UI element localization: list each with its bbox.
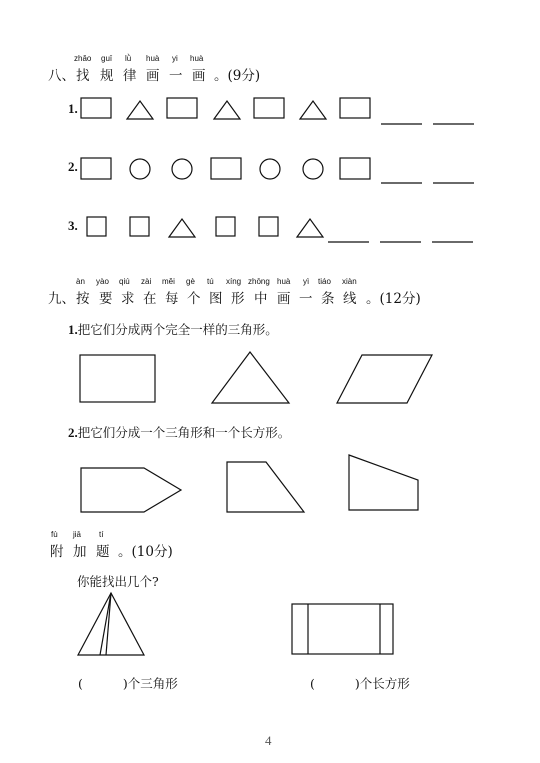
trapezoid-shape bbox=[227, 462, 304, 512]
answer-label: )个三角形 bbox=[122, 676, 178, 691]
hanzi: 画 bbox=[277, 291, 291, 307]
q2-shapes bbox=[81, 455, 418, 512]
hanzi: 规 bbox=[100, 68, 114, 84]
triangle-shape bbox=[297, 219, 323, 237]
q1-shapes bbox=[80, 352, 432, 403]
triangle-shape bbox=[127, 101, 153, 119]
open-paren: ( bbox=[310, 676, 315, 691]
triangle-shape bbox=[214, 101, 240, 119]
bonus-rectangle-figure bbox=[292, 604, 393, 654]
pinyin: zhōng bbox=[248, 277, 270, 286]
circle-shape bbox=[260, 159, 280, 179]
page-number: 4 bbox=[265, 733, 272, 748]
hanzi: 附 bbox=[50, 544, 64, 560]
section-8-marker: 八、 bbox=[48, 68, 75, 84]
rectangle-shape bbox=[167, 98, 197, 118]
circle-shape bbox=[303, 159, 323, 179]
question-text: 把它们分成一个三角形和一个长方形。 bbox=[77, 425, 291, 440]
hanzi: 要 bbox=[99, 291, 113, 307]
hanzi: 每 bbox=[165, 291, 179, 307]
pinyin: yì bbox=[303, 277, 310, 286]
circle-shape bbox=[130, 159, 150, 179]
pinyin: yi bbox=[172, 54, 178, 63]
hanzi: 律 bbox=[123, 68, 137, 84]
hanzi: 一 bbox=[169, 68, 183, 84]
pinyin: tiáo bbox=[318, 277, 331, 286]
pinyin: yào bbox=[96, 277, 109, 286]
hanzi: 中 bbox=[254, 291, 268, 307]
parallelogram-shape bbox=[337, 355, 432, 403]
pinyin: qiú bbox=[119, 277, 130, 286]
pinyin: jiā bbox=[73, 530, 82, 539]
hanzi: 求 bbox=[121, 291, 135, 307]
pinyin: měi bbox=[162, 277, 175, 286]
circle-shape bbox=[172, 159, 192, 179]
hanzi: 个 bbox=[187, 291, 201, 307]
open-paren: ( bbox=[78, 676, 83, 691]
bonus-score: 。(10分) bbox=[118, 544, 173, 560]
pattern-row-1 bbox=[81, 98, 474, 124]
hanzi: 形 bbox=[231, 291, 245, 307]
square-shape bbox=[216, 217, 235, 236]
hanzi: 加 bbox=[73, 544, 87, 560]
rectangle-shape bbox=[80, 355, 155, 402]
pinyin: lǜ bbox=[125, 54, 132, 63]
pinyin: gè bbox=[186, 277, 195, 286]
pinyin: tú bbox=[207, 277, 214, 286]
question-number: 2. bbox=[68, 425, 78, 440]
inner-line bbox=[106, 593, 111, 655]
hanzi: 画 bbox=[146, 68, 160, 84]
pinyin: huà bbox=[190, 54, 204, 63]
hanzi: 在 bbox=[143, 291, 157, 307]
section-9-score: 。(12分) bbox=[366, 291, 421, 307]
pinyin: xíng bbox=[226, 277, 242, 286]
bonus-question: 你能找出几个? bbox=[77, 574, 159, 589]
question-text: 把它们分成两个完全一样的三角形。 bbox=[77, 322, 278, 337]
rectangle-shape bbox=[81, 158, 111, 179]
rectangle-shape bbox=[211, 158, 241, 179]
hanzi: 条 bbox=[321, 291, 335, 307]
row-2-label: 2. bbox=[68, 159, 78, 174]
pinyin: fù bbox=[51, 530, 58, 539]
triangle-shape bbox=[212, 352, 289, 403]
hanzi: 按 bbox=[76, 291, 90, 307]
hanzi: 题 bbox=[96, 544, 110, 560]
square-shape bbox=[87, 217, 106, 236]
rectangle-shape bbox=[254, 98, 284, 118]
answer-label: )个长方形 bbox=[354, 676, 410, 691]
rectangle-outline bbox=[292, 604, 393, 654]
triangle-shape bbox=[169, 219, 195, 237]
hanzi: 图 bbox=[209, 291, 223, 307]
square-shape bbox=[130, 217, 149, 236]
pinyin: tí bbox=[99, 530, 104, 539]
hanzi: 找 bbox=[76, 68, 90, 84]
pinyin: huà bbox=[146, 54, 160, 63]
pattern-row-3 bbox=[87, 217, 473, 242]
bonus-triangle-figure bbox=[78, 593, 144, 655]
hanzi: 一 bbox=[299, 291, 313, 307]
quadrilateral-shape bbox=[349, 455, 418, 510]
square-shape bbox=[259, 217, 278, 236]
pinyin: zhǎo bbox=[74, 54, 92, 63]
row-1-label: 1. bbox=[68, 101, 78, 116]
pinyin: zài bbox=[141, 277, 152, 286]
section-8-score: 。(9分) bbox=[214, 68, 261, 84]
triangle-shape bbox=[300, 101, 326, 119]
section-9-marker: 九、 bbox=[48, 291, 75, 307]
pinyin: àn bbox=[76, 277, 85, 286]
pinyin: huà bbox=[277, 277, 291, 286]
pentagon-shape bbox=[81, 468, 181, 512]
rectangle-shape bbox=[340, 98, 370, 118]
triangle-outline bbox=[78, 593, 144, 655]
rectangle-shape bbox=[81, 98, 111, 118]
pinyin: xiàn bbox=[342, 277, 357, 286]
row-3-label: 3. bbox=[68, 218, 78, 233]
hanzi: 画 bbox=[192, 68, 206, 84]
pinyin: guī bbox=[101, 54, 113, 63]
pattern-row-2 bbox=[81, 158, 474, 183]
hanzi: 线 bbox=[343, 291, 357, 307]
question-number: 1. bbox=[68, 322, 78, 337]
rectangle-shape bbox=[340, 158, 370, 179]
